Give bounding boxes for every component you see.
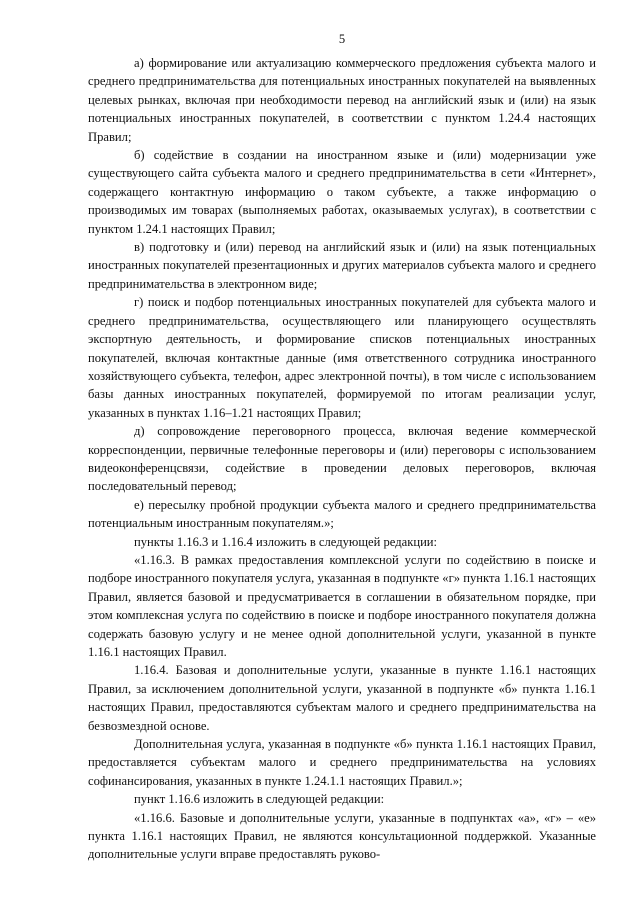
document-page — [88, 30, 596, 864]
paragraph-instruction-1: пункты 1.16.3 и 1.16.4 изложить в следующей редакции: — [134, 534, 438, 549]
paragraph-v: в) подготовку и (или) перевод на английский язык и (или) на язык потенциальных иностранных покупателей презентационных и других материалов субъекта малого и среднего предпринимательства в электронном виде; — [88, 240, 596, 291]
paragraph-additional-service: Дополнительная услуга, указанная в подпункте «б» пункта 1.16.1 настоящих Правил, предоставляется субъектам малого и среднего предпринимательства на условиях софинансирования, указанных в пункте 1.24.1.1 настоящих Правил.»; — [88, 737, 596, 788]
paragraph-a: а) формирование или актуализацию коммерческого предложения субъекта малого и среднего предпринимательства для потенциальных иностранных покупателей на выявленных целевых рынках, включая при необходимости перевод на английский язык и (или) на язык потенциальных иностранных покупателей, в соответствии с пунктом 1.24.4 настоящих Правил; — [88, 56, 596, 144]
paragraph-1-16-6: «1.16.6. Базовые и дополнительные услуги, указанные в подпунктах «а», «г» – «е» пункта 1.16.1 настоящих Правил, не являются консультационной поддержкой. Указанные дополнительные услуги вправе предоставлять руково- — [88, 810, 596, 862]
page-number: 5 — [338, 32, 346, 46]
paragraph-1-16-3: «1.16.3. В рамках предоставления комплексной услуги по содействию в поиске и подборе иностранного покупателя услуга, указанная в подпункте «г» пункта 1.16.1 настоящих Правил, является базовой и предусматривается в соглашении в обязательном порядке, при этом комплексная услуга по содействию в поиске и подборе иностранного покупателя должна содержать базовую услугу и не менее одной дополнительной услуги, указанной в пункте 1.16.1 настоящих Правил. — [88, 552, 596, 659]
paragraph-1-16-4: 1.16.4. Базовая и дополнительные услуги, указанные в пункте 1.16.1 настоящих Правил, за исключением дополнительной услуги, указанной в подпункте «б» пункта 1.16.1 настоящих Правил, предоставляются субъектам малого и среднего предпринимательства на безвозмездной основе. — [88, 663, 596, 733]
paragraph-instruction-2: пункт 1.16.6 изложить в следующей редакции: — [134, 792, 385, 807]
paragraph-e: е) пересылку пробной продукции субъекта малого и среднего предпринимательства потенциальным иностранным покупателям.»; — [88, 497, 596, 531]
paragraph-b: б) содействие в создании на иностранном языке и (или) модернизации уже существующего сайта субъекта малого и среднего предпринимательства в сети «Интернет», содержащего контактную информацию о таком субъекте, а также информацию о производимых им товарах (выполняемых работах, оказываемых услугах), в соответствии с пунктом 1.24.1 настоящих Правил; — [88, 148, 596, 236]
paragraph-g: г) поиск и подбор потенциальных иностранных покупателей для субъекта малого и среднего предпринимательства, осуществляющего или планирующего осуществлять экспортную деятельность, и формирование списков потенциальных иностранных покупателей, включая контактные данные (имя ответственного сотрудника иностранного хозяйствующего субъекта, телефон, адрес электронной почты), в том числе с использованием базы данных иностранных покупателей, формируемой по итогам реализации услуг, указанных в пунктах 1.16–1.21 настоящих Правил; — [88, 295, 596, 420]
paragraph-d: д) сопровождение переговорного процесса, включая ведение коммерческой корреспонденции, первичные телефонные переговоры и (или) переговоры с использованием видеоконференцсвязи, содействие в проведении деловых переговоров, включая последовательный перевод; — [88, 424, 596, 494]
